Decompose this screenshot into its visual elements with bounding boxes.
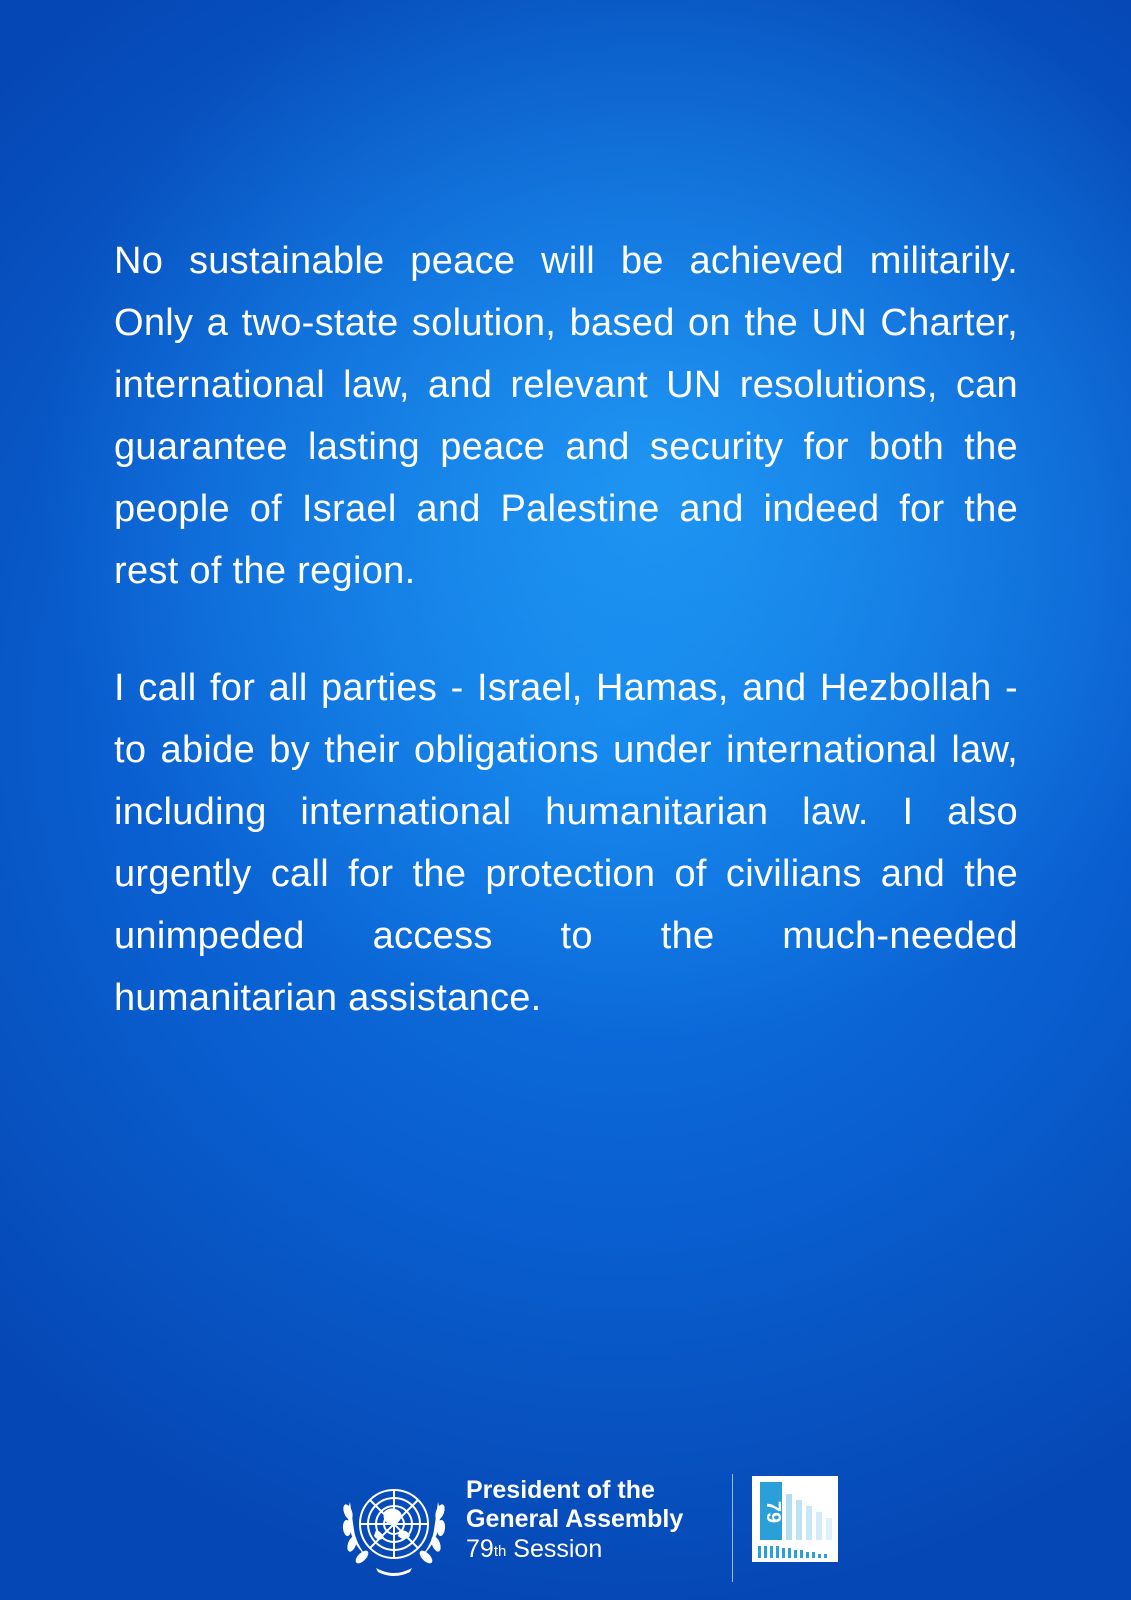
footer-session [466,1534,706,1565]
un-emblem-icon [336,1472,452,1584]
footer-title-line-2: General Assembly [466,1505,684,1533]
session-suffix: th [493,1543,507,1560]
session-number: 79 [466,1535,494,1563]
footer-branding [336,1468,836,1586]
session-logo-number: 79 [762,1500,784,1524]
statement-paragraph-2: I call for all parties - Israel, Hamas, and Hezbollah - to abide by their obligations under international law, including international humanitarian law. I also urgently call for the protection of civilians and the unimpeded access to the much-needed humanitarian assistance. [114,667,1018,1019]
79th-session-logo-icon [752,1476,838,1562]
statement-text [114,230,1018,1084]
statement-paragraph-1: No sustainable peace will be achieved militarily. Only a two-state solution, based on the UN Charter, international law, and relevant UN resolutions, can guarantee lasting peace and security for both the people of Israel and Palestine and indeed for the rest of the region. [114,240,1018,592]
footer-title [466,1476,706,1565]
session-label: Session [513,1535,603,1563]
footer-divider [732,1474,733,1582]
footer-title-line-1: President of the [466,1476,655,1504]
